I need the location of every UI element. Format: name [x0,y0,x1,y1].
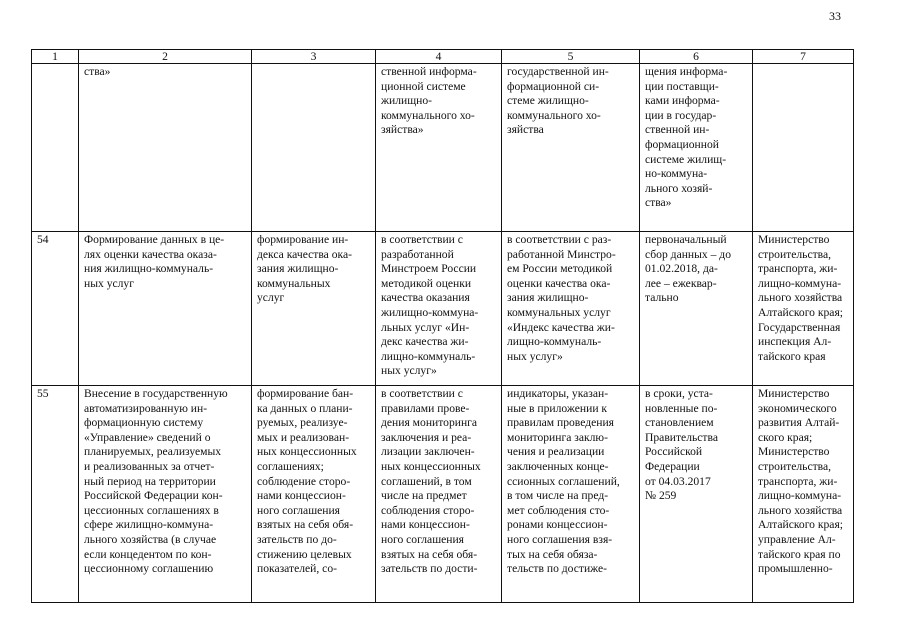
result-cell [252,64,376,232]
column-header: 4 [376,50,502,64]
cell-text: формирование бан- ка данных о плани- руемых, реализуе- мых и реализован- ных концессионных соглашениях; соблюдение сторо- нами концессион- ного соглашения взятых на себя обя- зательств по до- стижению целевых показателей, со- [257,387,357,576]
cell-text: в соответствии с правилами прове- дения мониторинга заключения и реа- лизации заключен- ных концессионных соглашений, в том числе на предмет соблюдения сторо- нами концессион- ного соглашения взятых на себя обя- зательств по дости- [381,387,481,576]
column-header: 5 [502,50,640,64]
column-header: 7 [753,50,854,64]
page-number: 33 [829,9,841,23]
cell-text: Внесение в государственную автоматизированную ин- формационную систему «Управление» сведений о планируемых, реализуемых и реализованных за отчет- ный период на территории Российской Федерации кон- цессионных соглашениях в сфере жилищно-коммуна- льного хозяйства (в случае если концедентом по кон- цессионному соглашению [84,387,228,576]
cell-text: Министерство экономического развития Алтай- ского края; Министерство строительства, транспорта, жи- лищно-коммуна- льного хозяйства Алтайского края; управление Ал- тайского края по промышленно- [758,387,843,576]
column-header: 1 [32,50,79,64]
deadline-cell [640,232,753,386]
table-row [32,64,854,232]
responsible-cell [753,64,854,232]
row-number-cell [32,386,79,603]
cell-text: индикаторы, указан- ные в приложении к правилам проведения мониторинга заклю- чения и реализации заключенных конце- ссионных соглашений, в том числе на пред- мет соблюдения сто- ронами концессион- ного соглашения взя- тых на себя обяза- тельств по достиже- [507,387,620,576]
table-row [32,386,854,603]
measure-cell [79,232,252,386]
column-header: 3 [252,50,376,64]
cell-text: Формирование данных в це- лях оценки качества оказа- ния жилищно-коммуналь- ных услуг [84,233,225,290]
row-number-cell [32,232,79,386]
table-header-row [32,50,854,64]
column-header: 6 [640,50,753,64]
cell-text: в сроки, уста- новленные по- становлением Правительства Российской Федерации от 04.03.2017 № 259 [645,387,718,503]
basis-cell [376,64,502,232]
basis-cell [376,232,502,386]
indicator-cell [502,232,640,386]
deadline-cell [640,64,753,232]
result-cell [252,232,376,386]
indicator-cell [502,386,640,603]
document-table [31,49,854,603]
result-cell [252,386,376,603]
cell-text: государственной ин- формационной си- стеме жилищно- коммунального хо- зяйства [507,65,609,137]
column-header: 2 [79,50,252,64]
indicator-cell [502,64,640,232]
cell-text: щения информа- ции поставщи- ками информа- ции в государ- ственной ин- формационной системе жилищ- но-коммуна- льного хозяй- ства» [645,65,728,210]
deadline-cell [640,386,753,603]
cell-text: формирование ин- декса качества ока- зания жилищно- коммунальных услуг [257,233,352,305]
cell-text: 55 [37,387,49,400]
cell-text: ственной информа- ционной системе жилищно- коммунального хо- зяйства» [381,65,477,137]
cell-text: в соответствии с разработанной Минстроем России методикой оценки качества оказания жилищно-коммуна- льных услуг «Ин- декс качества жи- лищно-коммуналь- ных услуг» [381,233,479,378]
cell-text: в соответствии с раз- работанной Минстро- ем России методикой оценки качества ока- зания жилищно- коммунальных услуг «Индекс качества жи- лищно-коммуналь- ных услуг» [507,233,616,363]
row-number-cell [32,64,79,232]
responsible-cell [753,386,854,603]
cell-text: ства» [84,65,111,78]
cell-text: 54 [37,233,49,246]
responsible-cell [753,232,854,386]
basis-cell [376,386,502,603]
cell-text: первоначальный сбор данных – до 01.02.2018, да- лее – ежеквар- тально [645,233,732,305]
measure-cell [79,64,252,232]
measure-cell [79,386,252,603]
cell-text: Министерство строительства, транспорта, жи- лищно-коммуна- льного хозяйства Алтайского края; Государственная инспекция Ал- тайского края [758,233,843,363]
table-row [32,232,854,386]
